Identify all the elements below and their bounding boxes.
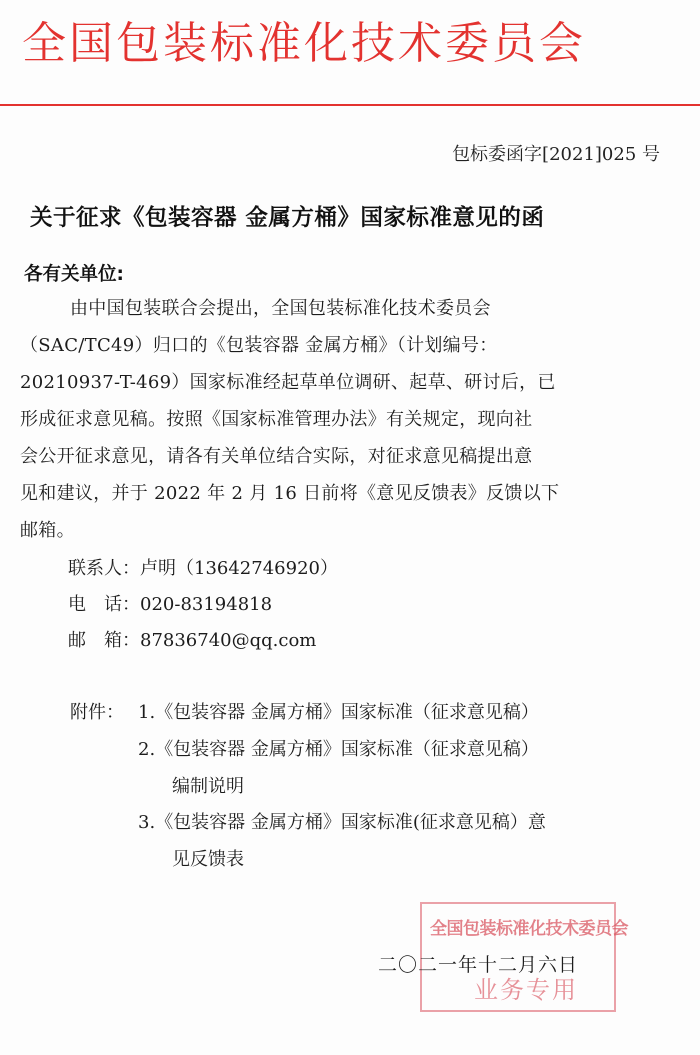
contact-person-label: 联系人： [68,558,140,579]
contact-phone-value: 020-83194818 [140,594,273,615]
body-line: 见和建议，并于 2022 年 2 月 16 日前将《意见反馈表》反馈以下 [20,483,560,504]
body-line: 20210937-T-469）国家标准经起草单位调研、起草、研讨后，已 [20,372,556,393]
body-line: 会公开征求意见，请各有关单位结合实际，对征求意见稿提出意 [20,446,533,467]
contact-phone-label: 电 话： [68,594,140,615]
letterhead-divider [0,104,700,106]
salutation: 各有关单位: [24,264,124,285]
attachment-item-2 [138,735,539,761]
seal-purpose-text: 业务专用 [474,976,578,1004]
attachment-item-3-continuation: 见反馈表 [172,849,244,870]
contact-email-label: 邮 箱： [68,630,140,651]
attachment-title: 《包装容器 金属方桶》国家标准（征求意见稿） [155,739,539,760]
attachment-number: 1. [138,702,156,723]
body-line: 邮箱。 [20,520,75,541]
issue-date: 二〇二一年十二月六日 [378,954,579,976]
document-number: 包标委函字[2021]025 号 [452,144,660,165]
letterhead-org-name: 全国包装标准化技术委员会 [22,18,586,69]
contact-phone [68,590,272,616]
contact-email [68,626,316,652]
attachments-label: 附件： [70,702,124,723]
body-line: 形成征求意见稿。按照《国家标准管理办法》有关规定，现向社 [20,409,533,430]
body-line: 由中国包装联合会提出，全国包装标准化技术委员会 [70,298,491,319]
attachment-title: 《包装容器 金属方桶》国家标准（征求意见稿） [155,702,539,723]
body-line: （SAC/TC49）归口的《包装容器 金属方桶》（计划编号： [20,335,498,356]
contact-person [68,554,338,580]
contact-email-value: 87836740@qq.com [140,630,317,651]
document-title: 关于征求《包装容器 金属方桶》国家标准意见的函 [30,205,545,231]
attachment-number: 3. [138,812,156,833]
seal-org-text: 全国包装标准化技术委员会 [430,919,628,939]
attachment-item-2-continuation: 编制说明 [172,776,244,797]
attachment-title: 《包装容器 金属方桶》国家标准(征求意见稿）意 [155,812,546,833]
contact-person-value: 卢明（13642746920） [140,558,338,579]
attachment-number: 2. [138,739,156,760]
attachment-item-1 [138,698,539,724]
attachment-item-3 [138,808,546,834]
